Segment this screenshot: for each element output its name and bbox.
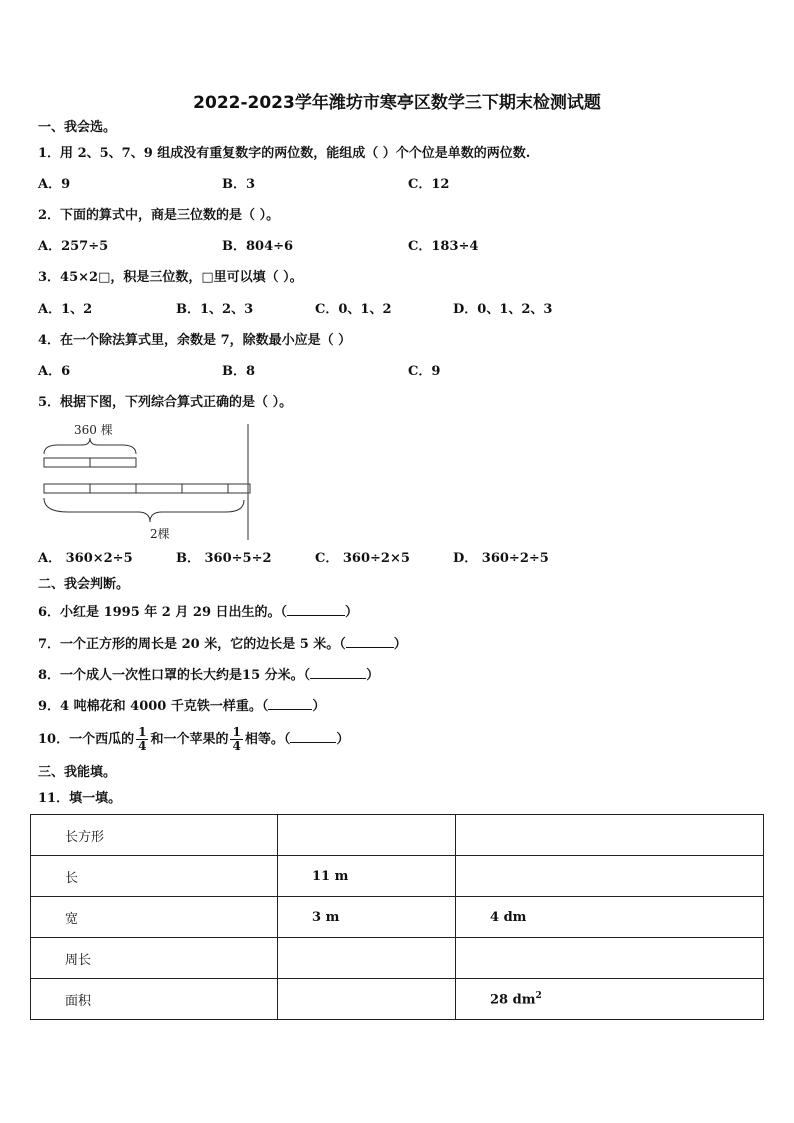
question-11-stem: 11．填一填。 xyxy=(38,791,122,806)
q6-text: 6．小红是 1995 年 2 月 29 日出生的。（ xyxy=(38,605,288,620)
question-5-stem: 5．根据下图，下列综合算式正确的是（ ）。 xyxy=(38,395,293,410)
q7-text: 7．一个正方形的周长是 20 米，它的边长是 5 米。（ xyxy=(38,637,346,652)
table-cell: 4 dm xyxy=(456,897,764,938)
table-cell[interactable] xyxy=(456,938,764,979)
fraction-numerator-2: 1 xyxy=(232,725,241,739)
q6-answer-blank[interactable] xyxy=(287,603,345,616)
q4-option-b: B．8 xyxy=(222,364,256,379)
q4-option-c: C．9 xyxy=(408,364,441,379)
q9-answer-blank[interactable] xyxy=(268,697,312,710)
q10-close: ） xyxy=(336,732,350,747)
row-label-area: 面积 xyxy=(31,979,278,1020)
area-value: 28 dm xyxy=(490,992,536,1008)
section-heading-2: 二、我会判断。 xyxy=(38,577,130,592)
rectangle-table xyxy=(30,814,764,1020)
fraction-denominator: 4 xyxy=(138,739,147,753)
table-row xyxy=(31,856,764,897)
q10-post: 相等。（ xyxy=(244,732,291,747)
area-exponent: 2 xyxy=(535,990,542,1001)
section-heading-3: 三、我能填。 xyxy=(38,765,117,780)
table-cell: 11 m xyxy=(278,856,456,897)
bottom-brace xyxy=(44,498,244,522)
question-3-stem: 3．45×2□，积是三位数，□里可以填（ ）。 xyxy=(38,270,303,285)
judge-question-6 xyxy=(38,603,358,621)
question-4-stem: 4．在一个除法算式里，余数是 7，除数最小应是（ ） xyxy=(38,333,352,348)
row-label-rectangle: 长方形 xyxy=(31,815,278,856)
q2-option-a: A．257÷5 xyxy=(38,239,109,254)
q9-close: ） xyxy=(312,699,326,714)
q2-option-b: B．804÷6 xyxy=(222,239,294,254)
q10-mid: 和一个苹果的 xyxy=(150,732,229,747)
fraction-numerator: 1 xyxy=(138,725,147,739)
table-row xyxy=(31,979,764,1020)
judge-question-7 xyxy=(38,635,407,653)
q5-option-a: A． 360×2÷5 xyxy=(38,551,133,566)
question-1-stem: 1．用 2、5、7、9 组成没有重复数字的两位数，能组成（ ）个个位是单数的两位数. xyxy=(38,146,531,161)
q5-option-b: B． 360÷5÷2 xyxy=(176,551,272,566)
page-title: 2022-2023学年潍坊市寒亭区数学三下期末检测试题 xyxy=(193,93,601,113)
q8-answer-blank[interactable] xyxy=(310,666,366,679)
q1-option-c: C．12 xyxy=(408,177,450,192)
q7-answer-blank[interactable] xyxy=(346,635,394,648)
table-row xyxy=(31,815,764,856)
q7-close: ） xyxy=(393,637,407,652)
diagram-bottom-label: 2棵 xyxy=(150,527,170,541)
q4-option-a: A．6 xyxy=(38,364,71,379)
segment-diagram xyxy=(38,420,254,544)
table-row xyxy=(31,938,764,979)
q8-close: ） xyxy=(366,668,380,683)
row-label-perimeter: 周长 xyxy=(31,938,278,979)
diagram-top-label: 360 棵 xyxy=(74,423,113,437)
row-label-length: 长 xyxy=(31,856,278,897)
top-brace xyxy=(44,438,136,454)
q2-option-c: C．183÷4 xyxy=(408,239,479,254)
table-row xyxy=(31,897,764,938)
table-cell[interactable] xyxy=(278,979,456,1020)
table-cell[interactable] xyxy=(456,815,764,856)
fraction-one-quarter-2 xyxy=(230,726,242,753)
q10-pre: 10．一个西瓜的 xyxy=(38,732,135,747)
q3-option-d: D．0、1、2、3 xyxy=(453,302,553,317)
table-cell[interactable] xyxy=(278,938,456,979)
fraction-one-quarter xyxy=(136,726,148,753)
bottom-bar xyxy=(44,484,250,493)
table-cell: 3 m xyxy=(278,897,456,938)
q9-text: 9．4 吨棉花和 4000 千克铁一样重。（ xyxy=(38,699,269,714)
judge-question-10 xyxy=(38,726,349,754)
q3-option-c: C．0、1、2 xyxy=(315,302,392,317)
q3-option-b: B．1、2、3 xyxy=(176,302,254,317)
q8-text: 8．一个成人一次性口罩的长大约是15 分米。（ xyxy=(38,668,311,683)
judge-question-8 xyxy=(38,666,379,684)
table-cell[interactable] xyxy=(456,856,764,897)
q3-option-a: A．1、2 xyxy=(38,302,93,317)
section-heading-1: 一、我会选。 xyxy=(38,120,117,135)
q10-answer-blank[interactable] xyxy=(290,730,336,743)
question-2-stem: 2．下面的算式中，商是三位数的是（ ）。 xyxy=(38,208,280,223)
fraction-denominator-2: 4 xyxy=(232,739,241,753)
judge-question-9 xyxy=(38,697,325,715)
table-cell[interactable] xyxy=(278,815,456,856)
q6-close: ） xyxy=(345,605,359,620)
row-label-width: 宽 xyxy=(31,897,278,938)
table-cell-area xyxy=(456,979,764,1020)
q5-option-c: C． 360÷2×5 xyxy=(315,551,410,566)
q5-option-d: D． 360÷2÷5 xyxy=(453,551,549,566)
q1-option-b: B．3 xyxy=(222,177,256,192)
q1-option-a: A．9 xyxy=(38,177,71,192)
